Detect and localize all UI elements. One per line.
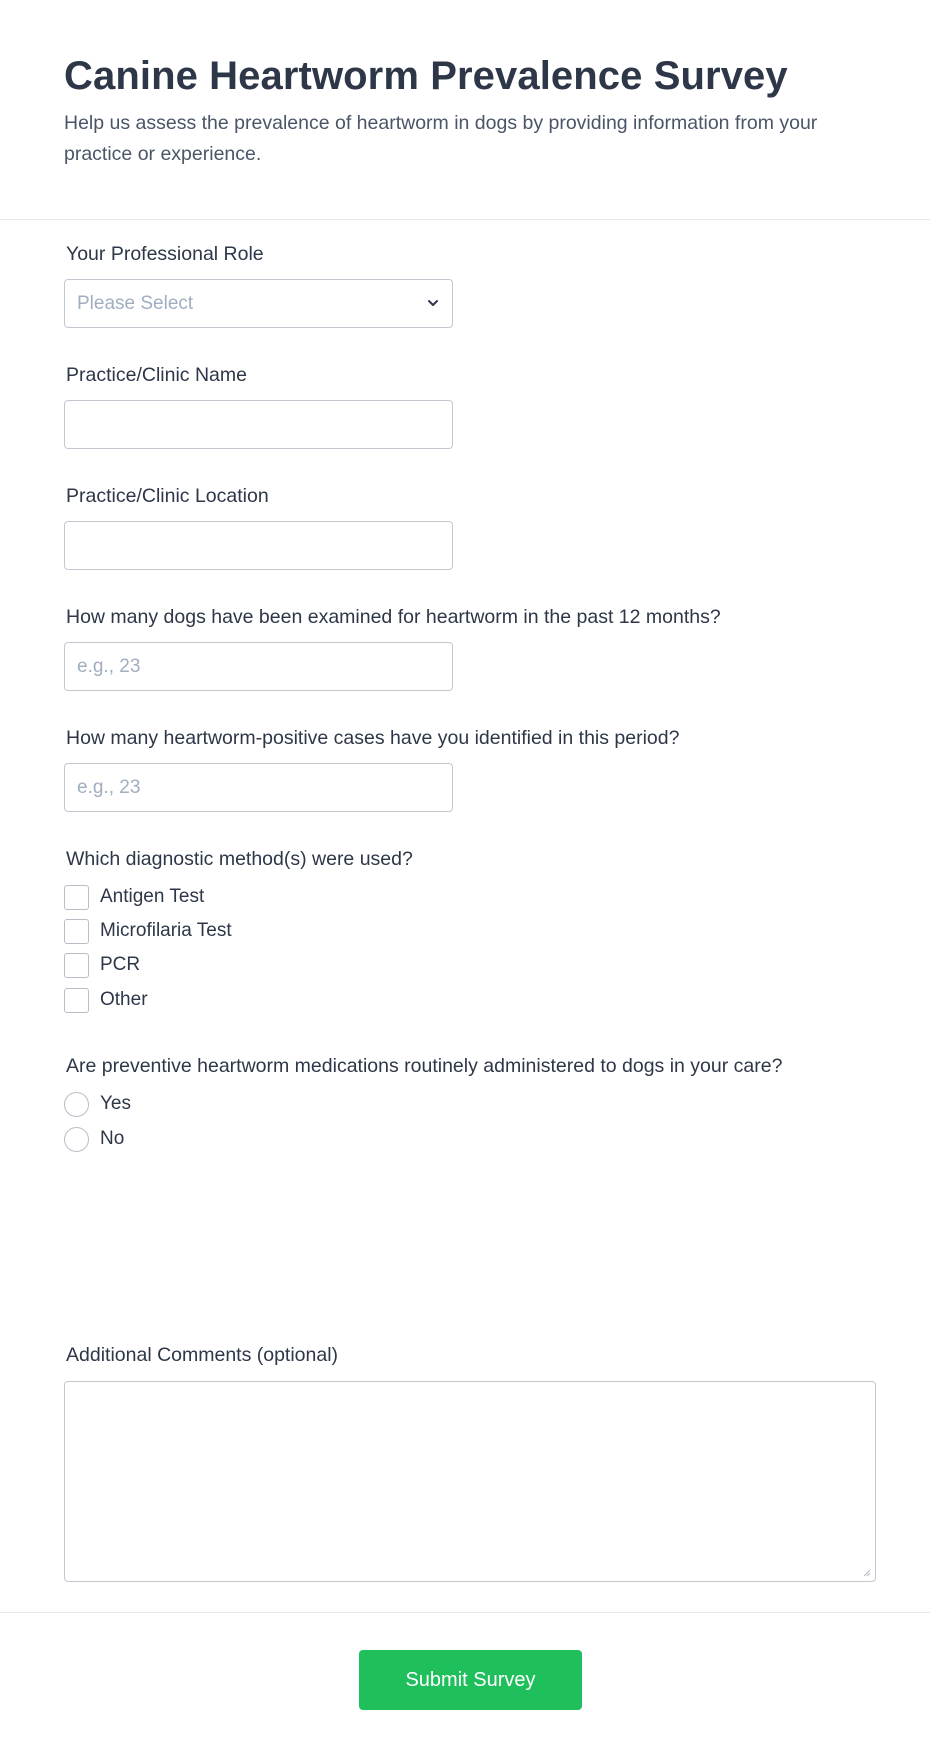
page-title: Canine Heartworm Prevalence Survey [64, 54, 788, 98]
role-label: Your Professional Role [66, 243, 264, 265]
checkbox-box[interactable] [64, 885, 89, 910]
radio-label: No [100, 1128, 125, 1149]
positive-cases-placeholder: e.g., 23 [77, 776, 141, 798]
resize-grip-icon[interactable] [861, 1567, 871, 1577]
clinic-name-input[interactable] [64, 400, 453, 449]
checkbox-label: Microfilaria Test [100, 920, 232, 941]
checkbox-box[interactable] [64, 953, 89, 978]
comments-textarea[interactable] [64, 1381, 876, 1582]
radio-no[interactable] [64, 1126, 124, 1152]
radio-yes[interactable] [64, 1091, 131, 1117]
dogs-examined-input[interactable] [64, 642, 453, 691]
role-select-value: Please Select [77, 292, 194, 314]
clinic-location-label: Practice/Clinic Location [66, 485, 269, 507]
clinic-name-label: Practice/Clinic Name [66, 364, 247, 386]
checkbox-label: PCR [100, 954, 141, 975]
page-subtitle: Help us assess the prevalence of heartworm in dogs by providing information from your practice or experience. [64, 112, 818, 165]
checkbox-microfilaria-test[interactable] [64, 918, 232, 944]
clinic-location-input[interactable] [64, 521, 453, 570]
diagnostic-methods-label: Which diagnostic method(s) were used? [66, 848, 413, 870]
radio-circle[interactable] [64, 1127, 89, 1152]
radio-circle[interactable] [64, 1092, 89, 1117]
comments-label: Additional Comments (optional) [66, 1344, 339, 1366]
preventive-meds-label: Are preventive heartworm medications routinely administered to dogs in your care? [66, 1055, 783, 1077]
checkbox-label: Antigen Test [100, 886, 205, 907]
checkbox-box[interactable] [64, 919, 89, 944]
radio-label: Yes [100, 1093, 131, 1114]
positive-cases-label: How many heartworm-positive cases have you identified in this period? [66, 727, 680, 749]
checkbox-antigen-test[interactable] [64, 884, 204, 910]
checkbox-pcr[interactable] [64, 952, 140, 978]
checkbox-label: Other [100, 989, 148, 1010]
dogs-examined-placeholder: e.g., 23 [77, 655, 141, 677]
positive-cases-input[interactable] [64, 763, 453, 812]
footer-divider [0, 1612, 930, 1613]
checkbox-other[interactable] [64, 987, 148, 1013]
survey-header [0, 0, 930, 220]
submit-survey-button[interactable]: Submit Survey [359, 1650, 582, 1710]
dogs-examined-label: How many dogs have been examined for heartworm in the past 12 months? [66, 606, 721, 628]
checkbox-box[interactable] [64, 988, 89, 1013]
role-select[interactable] [64, 279, 453, 328]
chevron-down-icon [426, 296, 440, 310]
